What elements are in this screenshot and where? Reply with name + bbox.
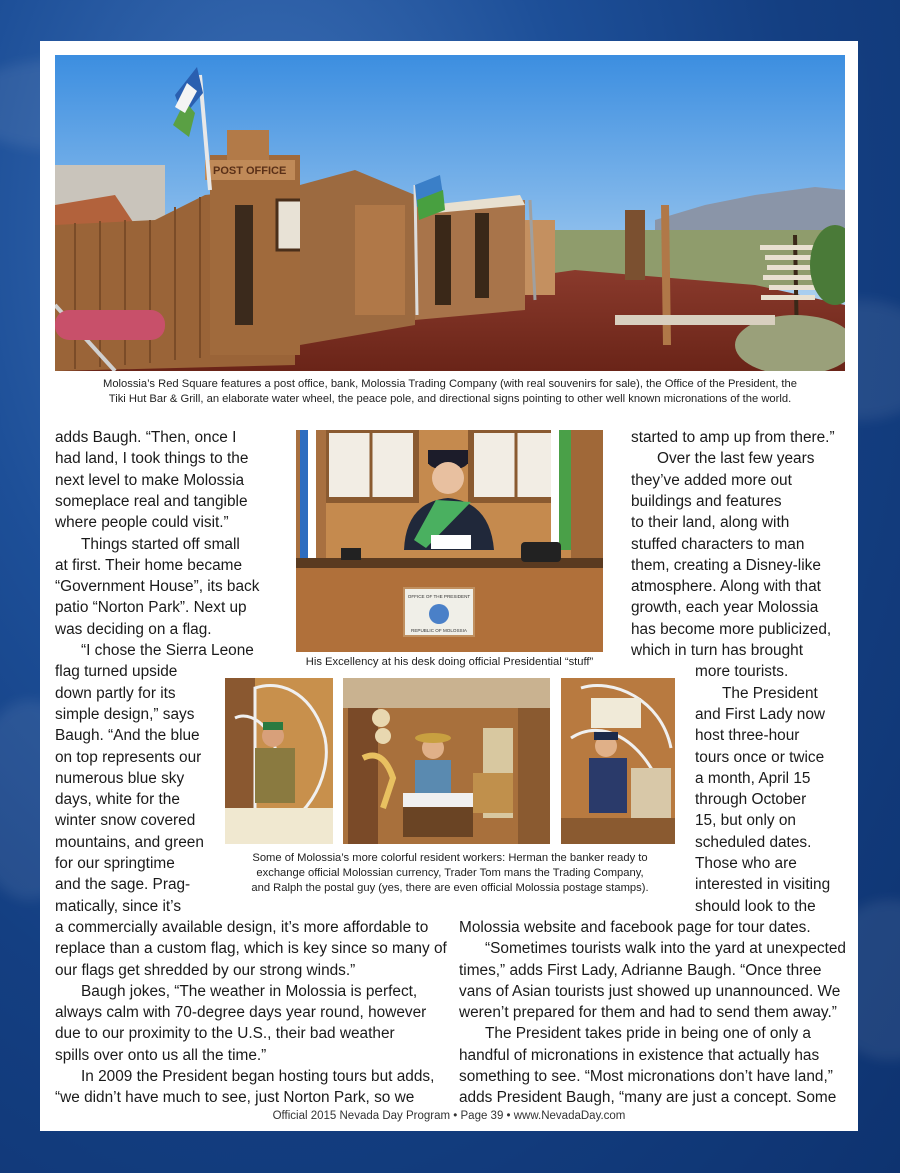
body-text-line: buildings and features — [631, 492, 782, 510]
desk-sign-top: OFFICE OF THE PRESIDENT — [407, 594, 471, 599]
body-text-line: should look to the — [695, 897, 816, 915]
herman-banker-photo — [225, 678, 333, 844]
body-text-line: which in turn has brought — [631, 642, 803, 659]
body-text-line: them, creating a Disney-like — [631, 556, 821, 574]
body-text-line: vans of Asian tourists just showed up unannounced. We — [459, 982, 841, 1000]
body-text-line: due to our proximity to the U.S., their bad weather — [55, 1025, 395, 1043]
body-text-line: on top represents our — [55, 748, 202, 766]
body-text-line: at first. Their home became — [55, 556, 243, 574]
trader-tom-photo — [343, 678, 550, 844]
caption-line: Tiki Hut Bar & Grill, an elaborate water wheel, the peace pole, and directional signs pointing to other well known micronations of the world. — [108, 393, 792, 405]
body-text-line: days, white for the — [55, 791, 180, 809]
red-square-illustration — [55, 55, 845, 371]
body-text-line: where people could visit.” — [55, 514, 229, 532]
body-text-line: growth, each year Molossia — [631, 599, 819, 617]
magazine-page — [40, 41, 858, 1131]
body-text-line: “Sometimes tourists walk into the yard at unexpected — [485, 940, 846, 958]
body-text-line: and the sage. Prag- — [55, 876, 191, 894]
body-text-line: patio “Norton Park”. Next up — [55, 599, 247, 617]
body-text-line: times,” adds First Lady, Adrianne Baugh. “Once three — [459, 961, 822, 979]
body-text-line: Molossia website and facebook page for tour dates. — [459, 918, 811, 936]
body-text-line: numerous blue sky — [55, 769, 185, 787]
body-text-line: Things started off small — [81, 535, 240, 553]
body-text-line: Those who are — [695, 855, 797, 872]
body-text-line: 15, but only on — [695, 812, 796, 830]
body-text-line: stuffed characters to man — [631, 535, 805, 553]
body-text-line: Baugh jokes, “The weather in Molossia is perfect, — [81, 982, 418, 1000]
body-text-line: for our springtime — [55, 855, 175, 872]
body-text-line: through October — [695, 791, 807, 809]
body-text-line: replace than a custom flag, which is key since so many of — [55, 940, 447, 958]
body-text-line: adds Baugh. “Then, once I — [55, 429, 237, 446]
body-text-line: they’ve added more out — [631, 471, 792, 489]
body-text-line: had land, I took things to the — [55, 450, 249, 468]
ralph-postal-photo — [561, 678, 675, 844]
caption-line: and Ralph the postal guy (yes, there are even official Molossia postage stamps). — [251, 882, 649, 894]
body-text-line: host three-hour — [695, 727, 800, 745]
caption-line: exchange official Molossian currency, Trader Tom mans the Trading Company, — [256, 867, 644, 879]
body-text-line: In 2009 the President began hosting tours but adds, — [81, 1068, 435, 1085]
president-desk-photo — [296, 430, 603, 652]
post-office-sign: POST OFFICE — [213, 165, 287, 177]
body-text-line: has become more publicized, — [631, 620, 832, 638]
body-text-line: matically, since it’s — [55, 897, 182, 915]
body-text-line: “we didn’t have much to see, just Norton Park, so we — [55, 1089, 415, 1107]
body-text-line: was deciding on a flag. — [55, 620, 212, 638]
body-text-line: “I chose the Sierra Leone — [81, 642, 254, 659]
body-text-line: a commercially available design, it’s more affordable to — [55, 918, 429, 936]
body-text-line: tours once or twice — [695, 748, 825, 766]
body-text-line: handful of micronations in existence that actually has — [459, 1046, 820, 1064]
body-text-line: atmosphere. Along with that — [631, 578, 821, 596]
body-text-line: and First Lady now — [695, 705, 826, 723]
ralph-illustration — [561, 678, 675, 844]
caption-line: Some of Molossia’s more colorful resident workers: Herman the banker ready to — [252, 852, 648, 864]
body-text-line: down partly for its — [55, 684, 176, 702]
body-text-line: scheduled dates. — [695, 833, 812, 851]
body-text-line: adds President Baugh, “many are just a concept. Some — [459, 1089, 837, 1107]
body-text-line: always calm with 70-degree days year round, however — [55, 1004, 427, 1022]
body-text-line: flag turned upside — [55, 663, 178, 681]
body-text-line: “Government House”, its back — [55, 578, 260, 596]
trader-tom-illustration — [343, 678, 550, 844]
body-text-line: interested in visiting — [695, 876, 831, 894]
middle-photo-caption: His Excellency at his desk doing official Presidential “stuff” — [305, 656, 594, 668]
body-text-line: simple design,” says — [55, 705, 195, 723]
body-text-line: someplace real and tangible — [55, 492, 248, 510]
top-photo-caption — [55, 377, 845, 407]
body-text-line: Baugh. “And the blue — [55, 727, 200, 745]
body-text-line: started to amp up from there.” — [631, 429, 835, 446]
body-text-line: something to see. “Most micronations don’t have land,” — [459, 1068, 833, 1085]
body-text-line: more tourists. — [695, 663, 789, 681]
desk-sign-bottom: REPUBLIC OF MOLOSSIA — [411, 628, 467, 633]
president-illustration — [296, 430, 603, 652]
body-text-line: to their land, along with — [631, 514, 790, 532]
herman-illustration — [225, 678, 333, 844]
body-text-line: mountains, and green — [55, 833, 204, 851]
page-footer: Official 2015 Nevada Day Program • Page 39 • www.NevadaDay.com — [272, 1110, 626, 1122]
body-text-line: winter snow covered — [55, 812, 196, 830]
body-text-line: our flags get shredded by our strong winds.” — [55, 961, 356, 979]
body-text-line: spills over onto us all the time.” — [55, 1046, 267, 1064]
body-text-line: a month, April 15 — [695, 769, 811, 787]
caption-line: Molossia’s Red Square features a post office, bank, Molossia Trading Company (with real souvenirs for sale), the Office of the President, the — [103, 378, 797, 390]
body-text-line: next level to make Molossia — [55, 471, 245, 489]
body-text-line: The President takes pride in being one of only a — [485, 1025, 811, 1043]
body-text-line: Over the last few years — [657, 450, 815, 468]
body-text-line: The President — [722, 684, 818, 702]
red-square-photo — [55, 55, 845, 371]
workers-caption — [215, 851, 685, 896]
body-text-line: weren’t prepared for them and had to send them away.” — [459, 1004, 837, 1022]
